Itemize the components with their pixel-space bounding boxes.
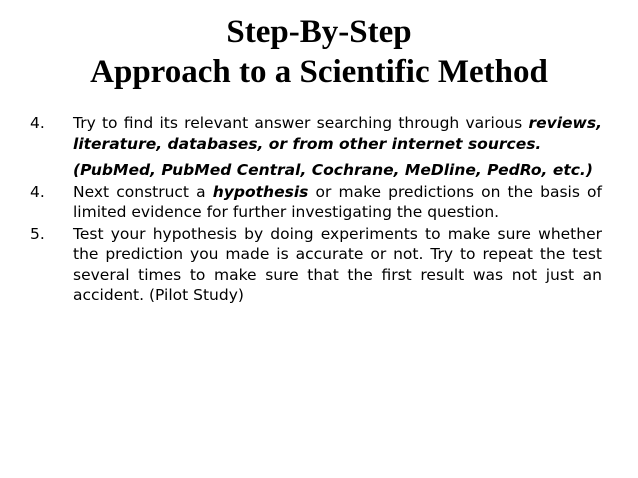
list-item-text [73,113,602,154]
hypothesis-keyword: hypothesis [212,182,309,201]
title-line-2: Approach to a Scientific Method [90,54,548,90]
list-item-hypothesis [30,182,602,223]
list-item-find-answer [30,113,602,181]
list-item-text: Test your hypothesis by doing experiments to make sure whether the prediction you made is accurate or not. Try to repeat the test several times to make sure that the first result was not just an accident. (Pilot Study) [73,224,602,304]
step-list [30,113,602,307]
list-item-number: 5. [30,224,45,243]
item-text-after: or make predictions on the basis of limited evidence for further investigating the question. [73,182,602,221]
title-line-1: Step-By-Step [226,14,412,50]
item-text-emphasis: reviews, literature, databases, or from other internet sources. [73,114,602,153]
item-text-before: Next construct a [73,182,213,201]
list-item-test [30,224,602,306]
database-examples: (PubMed, PubMed Central, Cochrane, MeDline, PedRo, etc.) [73,161,593,179]
list-item-number: 4. [30,114,45,132]
slide-title [0,12,638,92]
list-item-number: 4. [30,182,45,201]
list-item-text [73,182,602,223]
item-text-plain: Try to find its relevant answer searching through various [73,114,523,132]
